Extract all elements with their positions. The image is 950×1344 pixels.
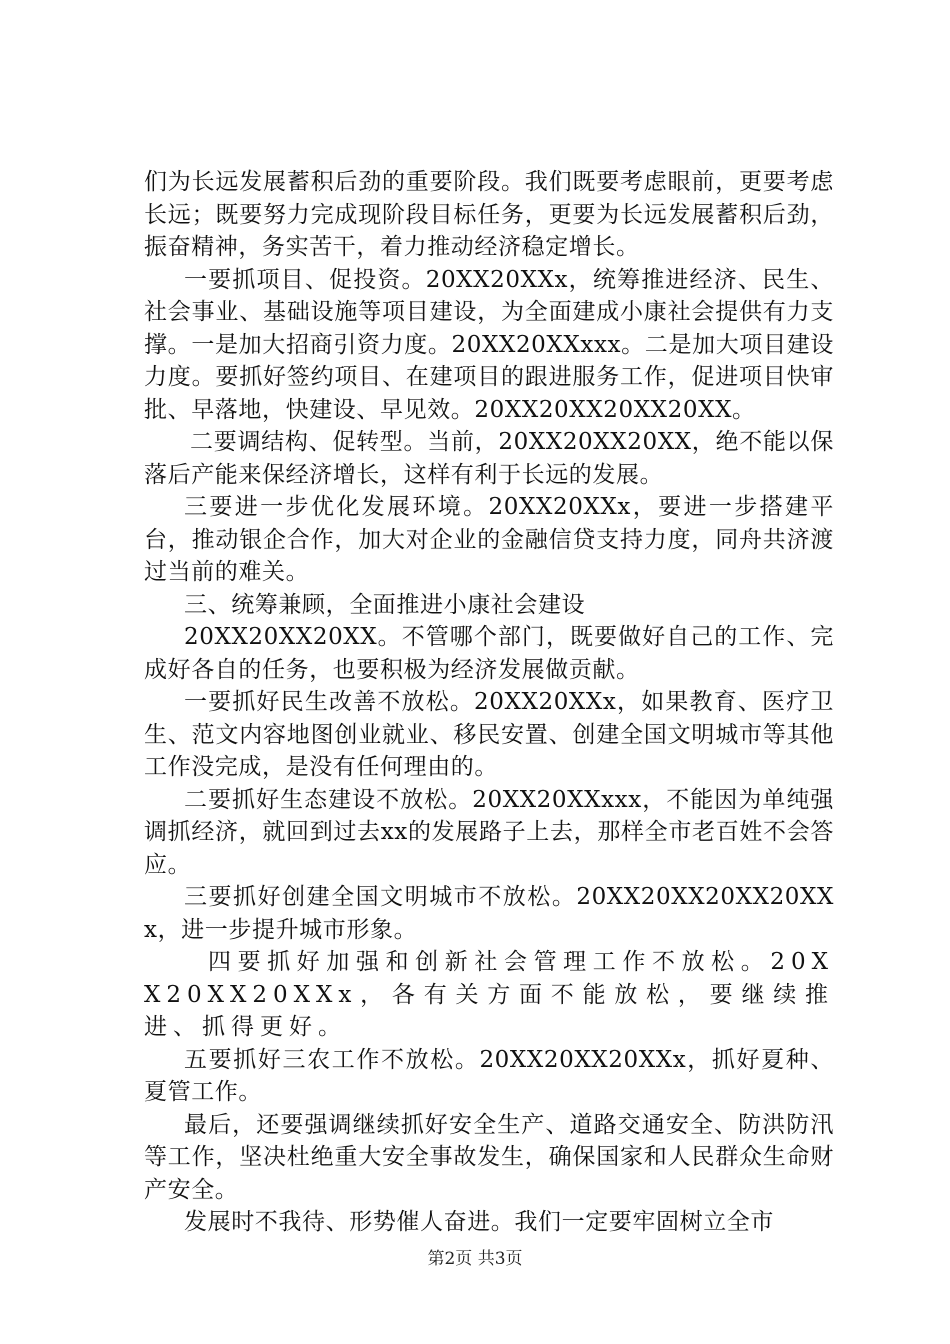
paragraph: 二要抓好生态建设不放松。20XX20XXxxx，不能因为单纯强调抓经济，就回到过去xx的发展路子上去，那样全市老百姓不会答应。 [144, 786, 834, 878]
paragraph: 二要调结构、促转型。当前，20XX20XX20XX，绝不能以保落后产能来保经济增长，这样有利于长远的发展。 [144, 429, 834, 488]
paragraph: 发展时不我待、形势催人奋进。我们一定要牢固树立全市 [184, 1209, 774, 1235]
paragraph: 三要进一步优化发展环境。20XX20XXx，要进一步搭建平台，推动银企合作，加大对企业的金融信贷支持力度，同舟共济渡过当前的难关。 [144, 494, 834, 585]
paragraph: 五要抓好三农工作不放松。20XX20XX20XXx，抓好夏种、夏管工作。 [144, 1046, 834, 1105]
paragraph: 最后，还要强调继续抓好安全生产、道路交通安全、防洪防汛等工作，坚决杜绝重大安全事故发生，确保国家和人民群众生命财产安全。 [144, 1111, 834, 1203]
paragraph: 20XX20XX20XX。不管哪个部门，既要做好自己的工作、完成好各自的任务，也要积极为经济发展做贡献。 [144, 624, 834, 683]
paragraph: 三要抓好创建全国文明城市不放松。20XX20XX20XX20XXx，进一步提升城市形象。 [144, 884, 834, 943]
paragraph: 们为长远发展蓄积后劲的重要阶段。我们既要考虑眼前，更要考虑长远；既要努力完成现阶段目标任务，更要为长远发展蓄积后劲，振奋精神，务实苦干，着力推动经济稳定增长。 [144, 169, 834, 260]
paragraph: 一要抓项目、促投资。20XX20XXx，统筹推进经济、民生、社会事业、基础设施等项目建设，为全面建成小康社会提供有力支撑。一是加大招商引资力度。20XX20XXxxx。二是加大项目建设力度。要抓好签约项目、在建项目的跟进服务工作，促进项目快审批、早落地，快建设、早见效。20XX20XX20XX20XX。 [144, 266, 834, 423]
page-number-footer: 第2页 共3页 [427, 1249, 523, 1269]
paragraph: 四要抓好加强和创新社会管理工作不放松。20XX20XX20XXx，各有关方面不能放松，要继续推进、抓得更好。 [144, 949, 834, 1040]
section-heading: 三、统筹兼顾，全面推进小康社会建设 [184, 591, 586, 618]
paragraph: 一要抓好民生改善不放松。20XX20XXx，如果教育、医疗卫生、范文内容地图创业就业、移民安置、创建全国文明城市等其他工作没完成，是没有任何理由的。 [144, 689, 834, 780]
document-body [144, 166, 834, 1239]
